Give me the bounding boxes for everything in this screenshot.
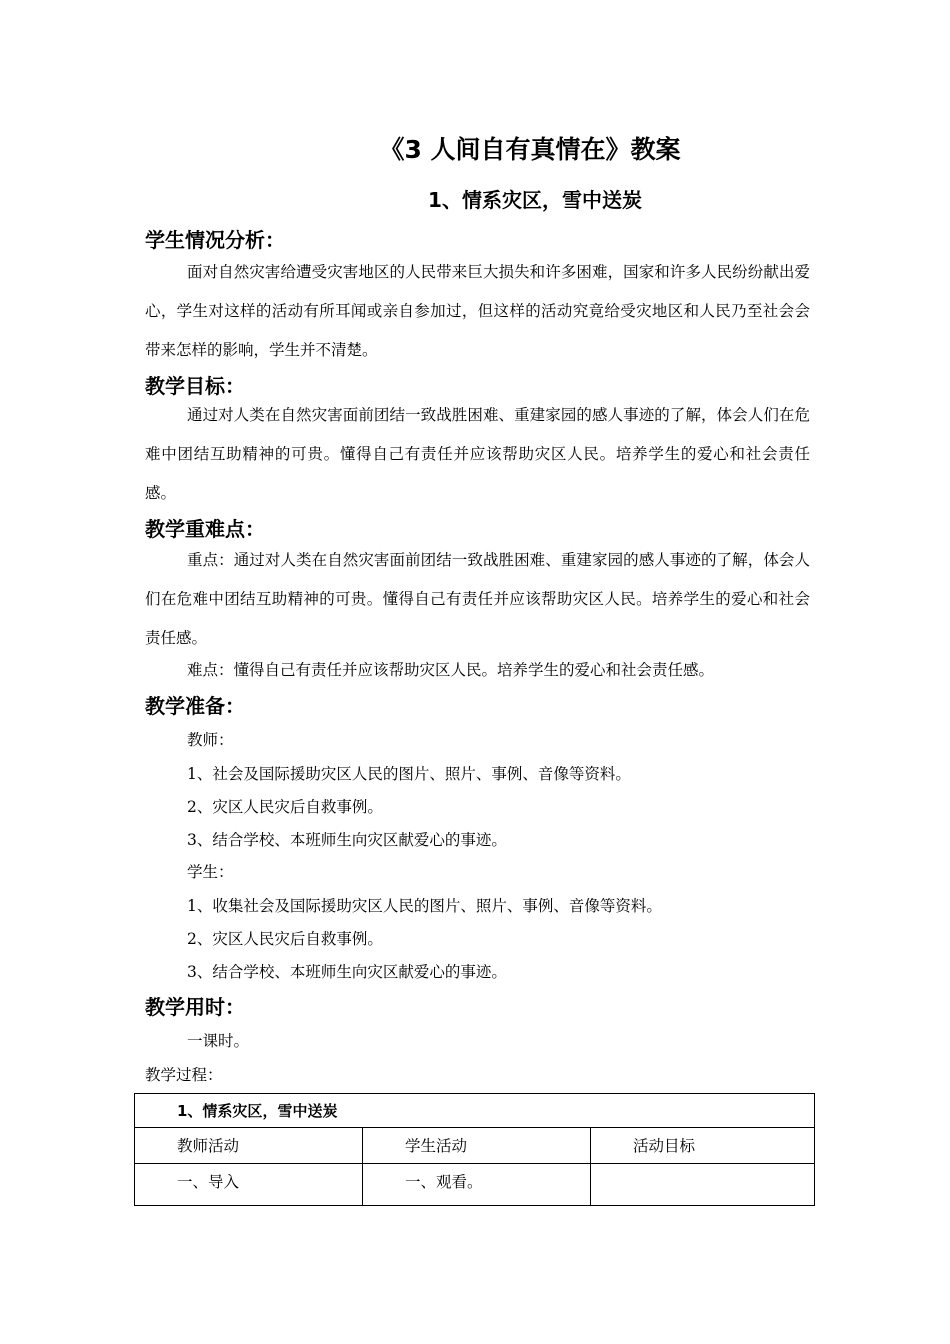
heading-duration: 教学用时： bbox=[145, 995, 245, 1019]
table-title-row bbox=[135, 1094, 815, 1128]
table-title: 1、情系灾区，雪中送炭 bbox=[177, 1102, 338, 1120]
teacher-item: 2、灾区人民灾后自救事例。 bbox=[187, 798, 383, 816]
table-cell bbox=[363, 1164, 591, 1206]
table-title-cell bbox=[135, 1094, 815, 1128]
table-cell bbox=[591, 1164, 815, 1206]
student-label: 学生： bbox=[187, 863, 234, 881]
paragraph-key-point: 重点：通过对人类在自然灾害面前团结一致战胜困难、重建家园的感人事迹的了解，体会人们在危难中团结互助精神的可贵。懂得自己有责任并应该帮助灾区人民。培养学生的爱心和社会责任感。 bbox=[145, 551, 810, 647]
header-student-activity: 学生活动 bbox=[405, 1137, 468, 1155]
header-teacher-activity: 教师活动 bbox=[177, 1137, 240, 1155]
heading-student-analysis: 学生情况分析： bbox=[145, 228, 285, 252]
paragraph-teaching-goals: 通过对人类在自然灾害面前团结一致战胜困难、重建家园的感人事迹的了解，体会人们在危难中团结互助精神的可贵。懂得自己有责任并应该帮助灾区人民。培养学生的爱心和社会责任感。 bbox=[145, 406, 810, 502]
teacher-item: 3、结合学校、本班师生向灾区献爱心的事迹。 bbox=[187, 831, 507, 849]
table-header-cell bbox=[135, 1128, 363, 1164]
table-header-cell bbox=[363, 1128, 591, 1164]
table-header-cell bbox=[591, 1128, 815, 1164]
cell-teacher-activity: 一、导入 bbox=[177, 1173, 240, 1191]
heading-teaching-goals: 教学目标： bbox=[145, 374, 245, 398]
teacher-item: 1、社会及国际援助灾区人民的图片、照片、事例、音像等资料。 bbox=[187, 765, 631, 783]
cell-student-activity: 一、观看。 bbox=[405, 1173, 483, 1191]
header-activity-goal: 活动目标 bbox=[633, 1137, 696, 1155]
process-table bbox=[134, 1093, 815, 1206]
teacher-label: 教师： bbox=[187, 731, 234, 749]
cell-activity-goal bbox=[591, 1172, 633, 1178]
duration-text: 一课时。 bbox=[187, 1032, 250, 1050]
table-header-row bbox=[135, 1128, 815, 1164]
document-title: 《3 人间自有真情在》教案 bbox=[379, 135, 681, 164]
student-item: 2、灾区人民灾后自救事例。 bbox=[187, 930, 383, 948]
student-item: 1、收集社会及国际援助灾区人民的图片、照片、事例、音像等资料。 bbox=[187, 897, 662, 915]
table-cell bbox=[135, 1164, 363, 1206]
paragraph-difficult-point: 难点：懂得自己有责任并应该帮助灾区人民。培养学生的爱心和社会责任感。 bbox=[187, 661, 715, 679]
process-label: 教学过程： bbox=[145, 1066, 223, 1084]
heading-preparation: 教学准备： bbox=[145, 694, 245, 718]
student-item: 3、结合学校、本班师生向灾区献爱心的事迹。 bbox=[187, 963, 507, 981]
document-subtitle: 1、情系灾区，雪中送炭 bbox=[428, 188, 642, 212]
paragraph-student-analysis: 面对自然灾害给遭受灾害地区的人民带来巨大损失和许多困难，国家和许多人民纷纷献出爱心，学生对这样的活动有所耳闻或亲自参加过，但这样的活动究竟给受灾地区和人民乃至社会会带来怎样的影响，学生并不清楚。 bbox=[145, 263, 810, 359]
heading-key-points: 教学重难点： bbox=[145, 517, 265, 541]
table-row bbox=[135, 1164, 815, 1206]
